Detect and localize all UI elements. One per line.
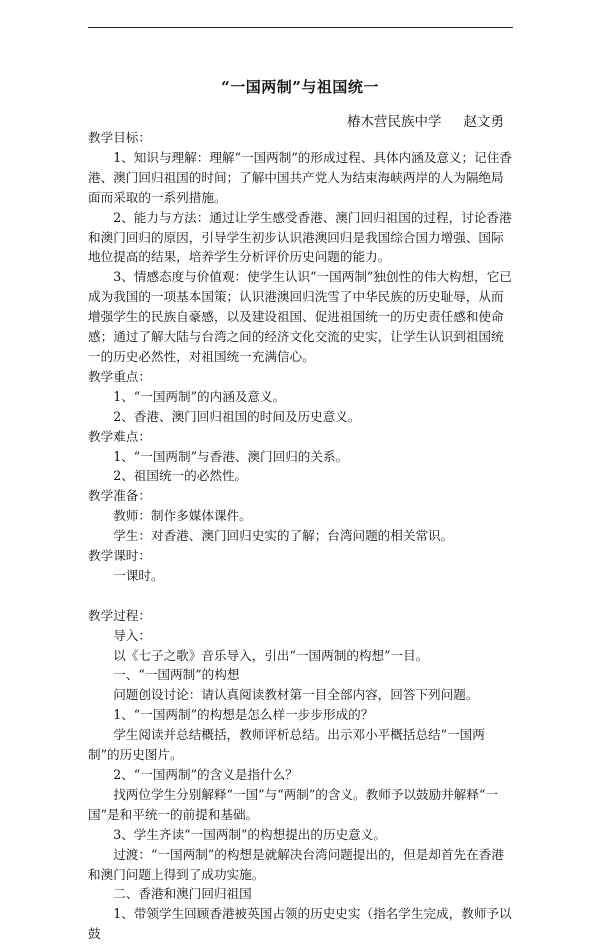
- process-a2: 找两位学生分别解释“一国”与“两制”的含义。教师予以鼓励并解释“一国”是和平统一的前提和基础。: [88, 786, 499, 822]
- difficulty-2: 2、祖国统一的必然性。: [113, 468, 248, 484]
- process-a1: 学生阅读并总结概括，教师评析总结。出示邓小平概括总结“一国两制”的历史图片。: [88, 727, 485, 763]
- hours-value: 一课时。: [113, 567, 164, 583]
- process-section-1: 一、“一国两制”的构想: [113, 667, 240, 683]
- difficulty-1: 1、“一国两制”与香港、澳门回归的关系。: [113, 448, 349, 464]
- preparation-heading: 教学准备：: [88, 488, 151, 504]
- document-title: “一国两制”与祖国统一: [221, 78, 379, 96]
- preparation-student: 学生：对香港、澳门回归史实的了解；台湾问题的相关常识。: [113, 528, 454, 544]
- process-heading: 教学过程：: [88, 607, 151, 623]
- process-q2: 2、“一国两制”的含义是指什么？: [113, 766, 298, 782]
- preparation-teacher: 教师：制作多媒体课件。: [113, 508, 252, 524]
- process-intro-detail: 以《七子之歌》音乐导入，引出“一国两制的构想”一目。: [113, 647, 429, 663]
- header-rule: [88, 27, 513, 28]
- author-school: 椿木营民族中学: [347, 114, 442, 130]
- process-section-2: 二、香港和澳门回归祖国: [113, 886, 252, 902]
- difficulties-heading: 教学难点：: [88, 428, 151, 444]
- process-review: 1、带领学生回顾香港被英国占领的历史史实（指名学生完成，教师予以鼓: [88, 906, 512, 942]
- key-point-1: 1、“一国两制”的内涵及意义。: [113, 388, 286, 404]
- goal-knowledge: 1、知识与理解：理解“一国两制”的形成过程、具体内涵及意义；记住香港、澳门回归祖国的时间；了解中国共产党人为结束海峡两岸的人为隔绝局面而采取的一系列措施。: [88, 149, 512, 205]
- goal-emotion: 3、情感态度与价值观：使学生认识“一国两制”独创性的伟大构想，它已成为我国的一项基本国策；认识港澳回归洗雪了中华民族的历史耻辱，从而增强学生的民族自豪感，以及建设祖国、促进祖国统一的历史责任感和使命感；通过了解大陆与台湾之间的经济文化交流的史实，让学生认识到祖国统一的历史必然性，对祖国统一充满信心。: [88, 269, 512, 364]
- spacer: [88, 586, 516, 606]
- goal-ability: 2、能力与方法：通过让学生感受香港、澳门回归祖国的过程，讨论香港和澳门回归的原因，引导学生初步认识港澳回归是我国综合国力增强、国际地位提高的结果，培养学生分析评价历史问题的能力。: [88, 209, 512, 265]
- process-q1: 1、“一国两制”的构想是怎么样一步步形成的？: [113, 707, 374, 723]
- hours-heading: 教学课时：: [88, 548, 151, 564]
- process-transition: 过渡：“一国两制”的构想是就解决台湾问题提出的，但是却首先在香港和澳门问题上得到了成功实施。: [88, 846, 504, 882]
- document-body: [88, 128, 516, 944]
- key-point-2: 2、香港、澳门回归祖国的时间及历史意义。: [113, 408, 361, 424]
- author-name: 赵文勇: [463, 114, 504, 130]
- process-intro: 导入：: [113, 627, 151, 643]
- author-line: [347, 110, 504, 130]
- key-points-heading: 教学重点：: [88, 368, 151, 384]
- process-q3: 3、学生齐读“一国两制”的构想提出的历史意义。: [113, 826, 386, 842]
- goals-heading: 教学目标：: [88, 130, 151, 145]
- process-discussion: 问题创设讨论：请认真阅读教材第一目全部内容，回答下列问题。: [113, 687, 479, 703]
